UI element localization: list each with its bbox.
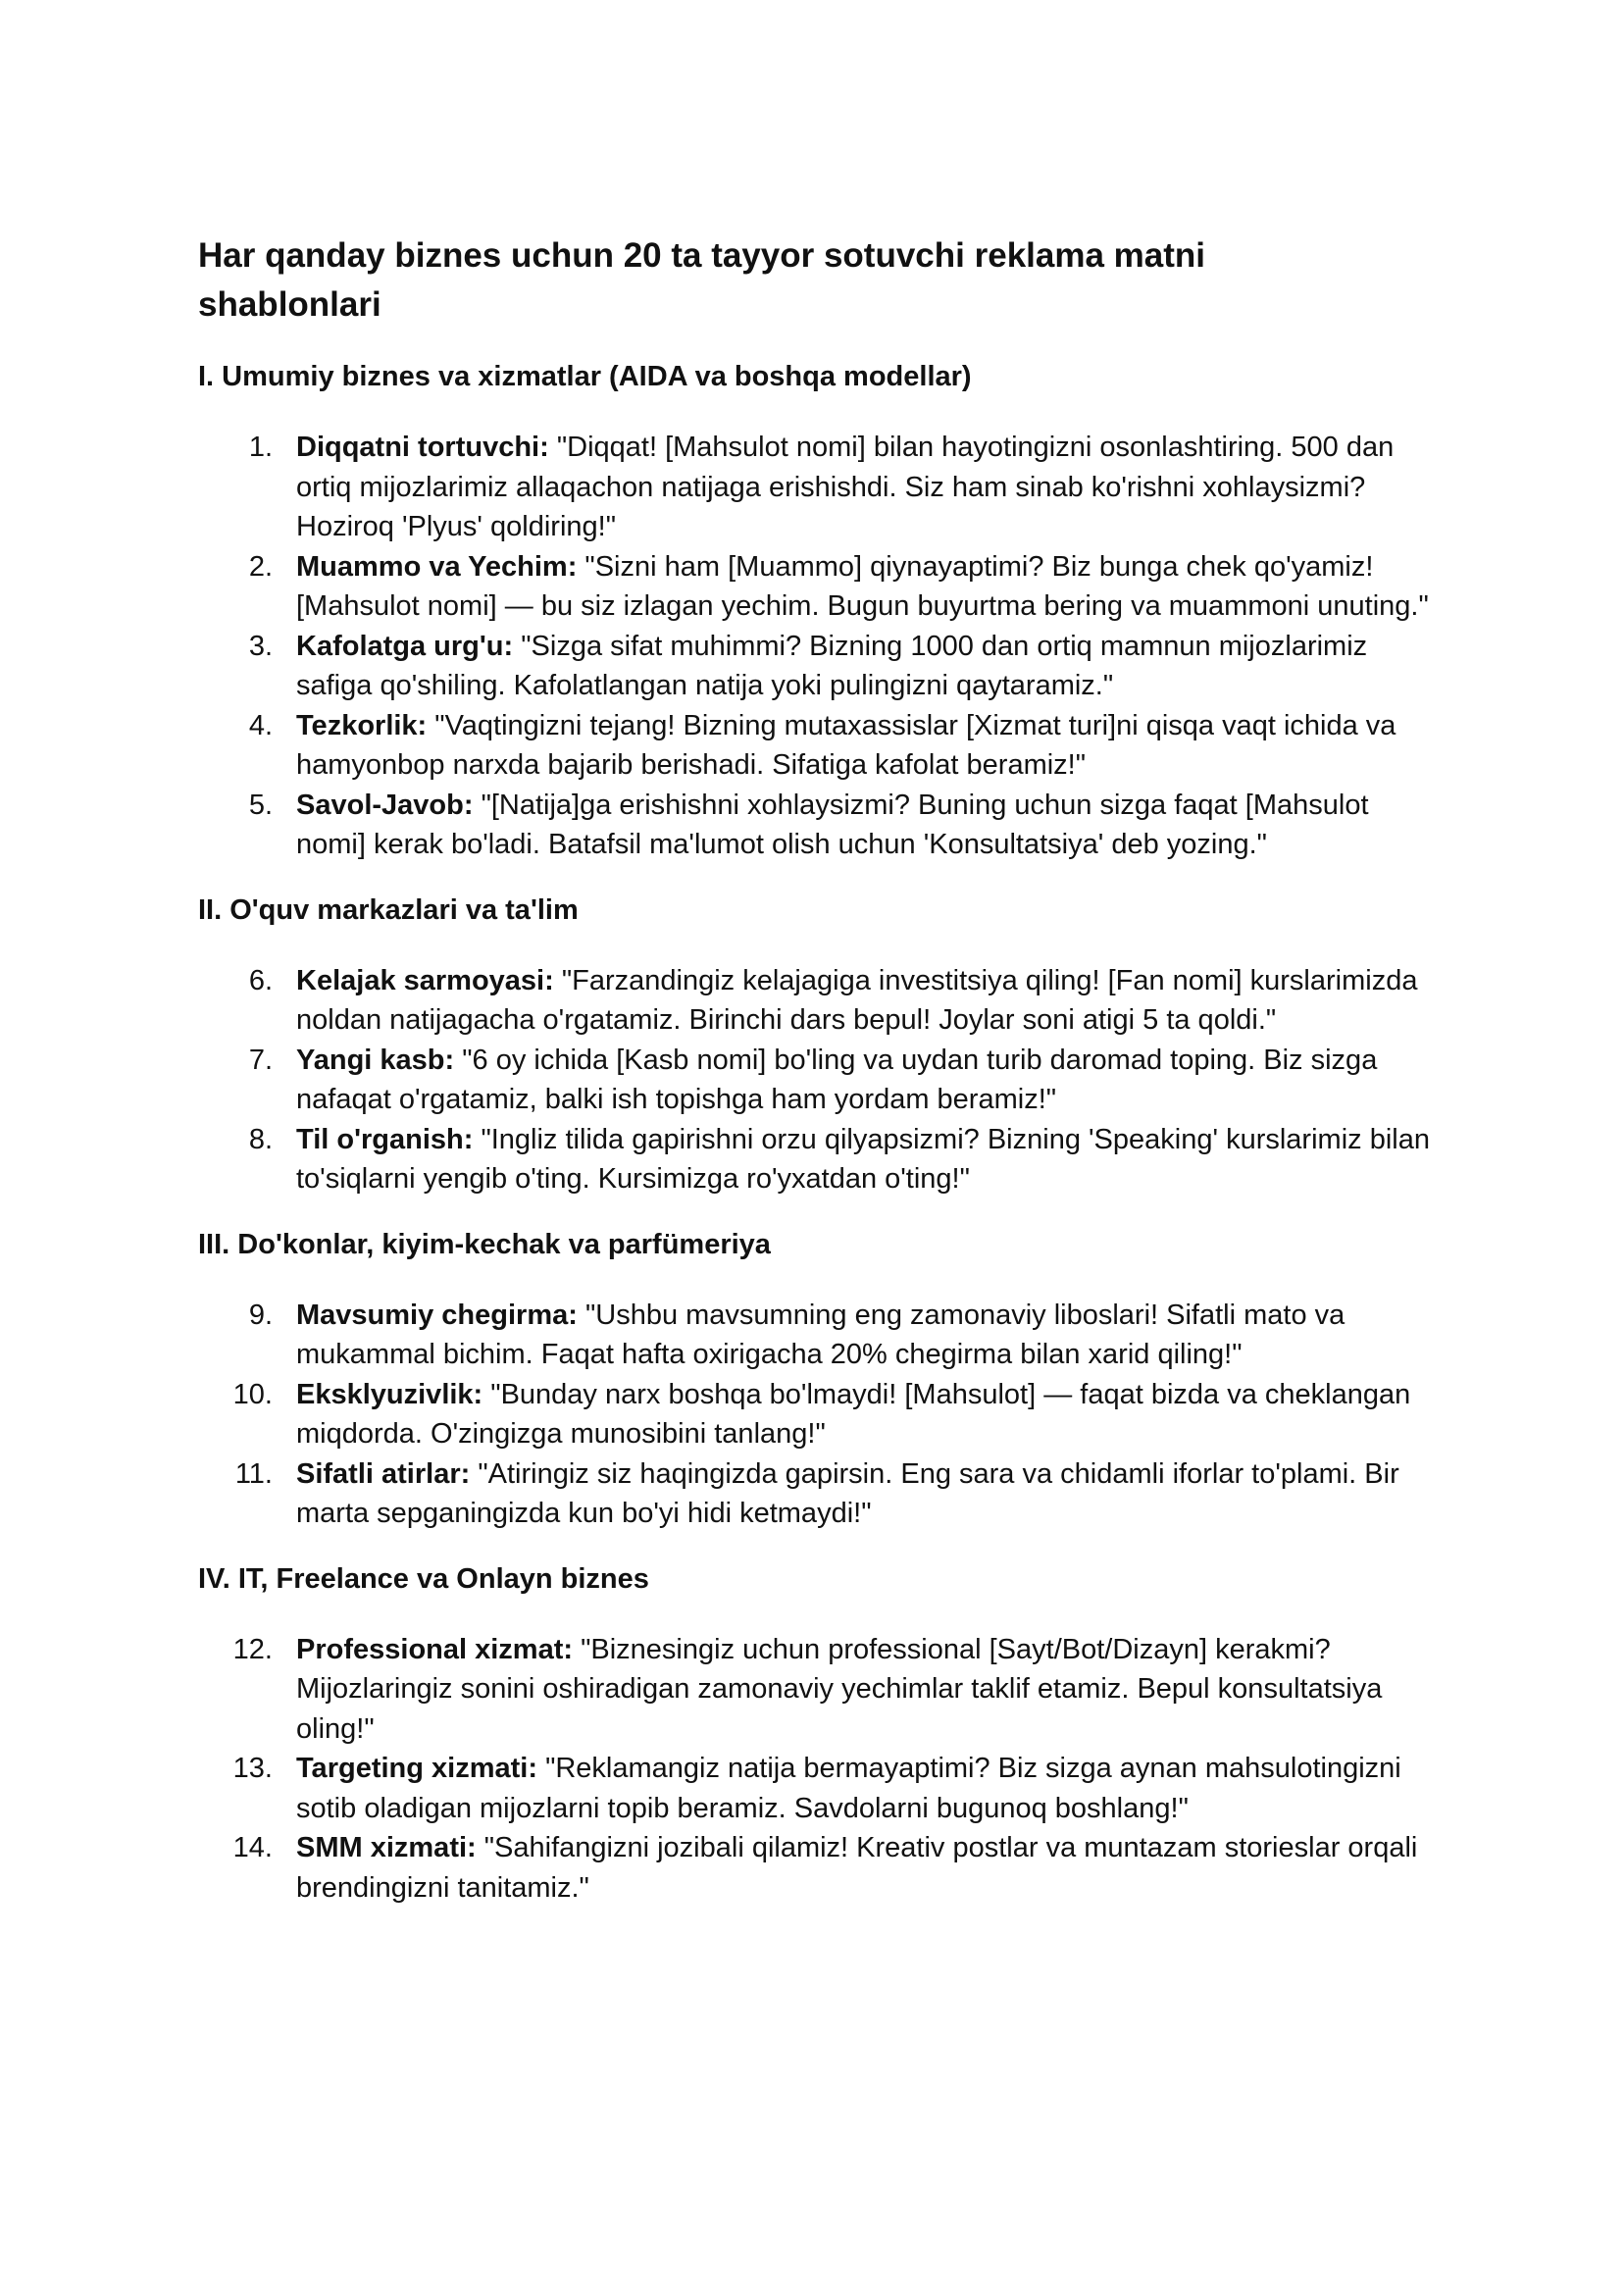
item-label: Eksklyuzivlik: <box>296 1378 483 1410</box>
item-label: Targeting xizmati: <box>296 1753 537 1784</box>
item-text: "Reklamangiz natija bermayaptimi? Biz sizga aynan mahsulotingizni sotib oladigan mijozlarni topib beramiz. Savdolarni bugunoq boshlang!" <box>296 1753 1401 1824</box>
item-text: "6 oy ichida [Kasb nomi] bo'ling va uydan turib daromad toping. Biz sizga nafaqat o'rgatamiz, balki ish topishga ham yordam beramiz!" <box>296 1044 1378 1115</box>
list-item <box>198 786 1444 865</box>
item-number: 10. <box>232 1378 273 1410</box>
item-label: Diqqatni tortuvchi: <box>296 432 549 463</box>
item-label: Muammo va Yechim: <box>296 550 578 583</box>
list-item <box>198 1630 1444 1750</box>
item-number: 6. <box>248 964 273 996</box>
item-text: "Ushbu mavsumning eng zamonaviy liboslari! Sifatli mato va mukammal bichim. Faqat hafta oxirigacha 20% chegirma bilan xarid qiling!" <box>296 1299 1345 1370</box>
item-label: Yangi kasb: <box>296 1044 455 1076</box>
item-number: 7. <box>248 1044 273 1076</box>
section <box>198 1559 1444 1909</box>
list-item <box>198 547 1444 627</box>
list-item <box>198 1828 1444 1908</box>
item-text: "Sizga sifat muhimmi? Bizning 1000 dan ortiq mamnun mijozlarimiz safiga qo'shiling. Kafolatlangan natija yoki pulingizni qaytaramiz." <box>296 630 1368 701</box>
section-heading: IV. IT, Freelance va Onlayn biznes <box>198 1562 649 1595</box>
item-text: "Ingliz tilida gapirishni orzu qilyapsizmi? Bizning 'Speaking' kurslarimiz bilan to'siqlarni yengib o'ting. Kursimizga ro'yxatdan o'ting!" <box>296 1123 1430 1195</box>
list-item <box>198 1375 1444 1454</box>
list-item <box>198 1454 1444 1534</box>
section-heading: III. Do'konlar, kiyim-kechak va parfümeriya <box>198 1228 771 1260</box>
item-text: "Bunday narx boshqa bo'lmaydi! [Mahsulot] — faqat bizda va cheklangan miqdorda. O'zingizga munosibini tanlang!" <box>296 1378 1411 1450</box>
item-text: "Atiringiz siz haqingizda gapirsin. Eng sara va chidamli iforlar to'plami. Bir marta sepganingizda kun bo'yi hidi ketmaydi!" <box>296 1457 1399 1529</box>
item-number: 2. <box>248 550 273 583</box>
template-list <box>198 961 1444 1199</box>
document-title: Har qanday biznes uchun 20 ta tayyor sotuvchi reklama matni shablonlari <box>198 236 1205 324</box>
section <box>198 891 1444 1199</box>
item-number: 14. <box>232 1832 273 1863</box>
list-item <box>198 1120 1444 1199</box>
item-number: 13. <box>232 1753 273 1784</box>
item-label: Mavsumiy chegirma: <box>296 1299 578 1331</box>
item-label: Til o'rganish: <box>296 1123 474 1155</box>
section-heading: II. O'quv markazlari va ta'lim <box>198 893 579 926</box>
section-heading: I. Umumiy biznes va xizmatlar (AIDA va boshqa modellar) <box>198 361 972 392</box>
list-item <box>198 706 1444 786</box>
item-text: "Farzandingiz kelajagiga investitsiya qiling! [Fan nomi] kurslarimizda noldan natijagacha o'rgatamiz. Birinchi dars bepul! Joylar soni atigi 5 ta qoldi." <box>296 964 1418 1036</box>
item-number: 11. <box>234 1457 273 1490</box>
item-label: Kafolatga urg'u: <box>296 630 514 662</box>
item-number: 5. <box>248 789 273 821</box>
item-number: 8. <box>248 1123 273 1155</box>
document-page <box>198 231 1444 1908</box>
item-text: "Sizni ham [Muammo] qiynayaptimi? Biz bunga chek qo'yamiz! [Mahsulot nomi] — bu siz izlagan yechim. Bugun buyurtma bering va muammoni unuting." <box>296 550 1429 622</box>
item-text: "[Natija]ga erishishni xohlaysizmi? Buning uchun sizga faqat [Mahsulot nomi] kerak bo'ladi. Batafsil ma'lumot olish uchun 'Konsultatsiya' deb yozing." <box>296 789 1369 860</box>
item-text: "Diqqat! [Mahsulot nomi] bilan hayotingizni osonlashtiring. 500 dan ortiq mijozlarimiz allaqachon natijaga erishishdi. Siz ham sinab ko'rishni xohlaysizmi? Hoziroq 'Plyus' qoldiring!" <box>296 432 1395 542</box>
item-label: Professional xizmat: <box>296 1633 574 1665</box>
item-label: Sifatli atirlar: <box>296 1457 471 1490</box>
template-list <box>198 1296 1444 1534</box>
item-number: 4. <box>248 709 273 741</box>
item-label: Savol-Javob: <box>296 789 474 821</box>
list-item <box>198 961 1444 1041</box>
item-text: "Biznesingiz uchun professional [Sayt/Bot/Dizayn] kerakmi? Mijozlaringiz sonini oshiradigan zamonaviy yechimlar taklif etamiz. Bepul konsultatsiya oling!" <box>296 1633 1383 1745</box>
section <box>198 1225 1444 1534</box>
template-list <box>198 1630 1444 1909</box>
list-item <box>198 1041 1444 1120</box>
list-item <box>198 428 1444 547</box>
item-label: Kelajak sarmoyasi: <box>296 964 554 996</box>
item-text: "Sahifangizni jozibali qilamiz! Kreativ postlar va muntazam storieslar orqali brendingizni tanitamiz." <box>296 1832 1418 1904</box>
item-text: "Vaqtingizni tejang! Bizning mutaxassislar [Xizmat turi]ni qisqa vaqt ichida va hamyonbop narxda bajarib berishadi. Sifatiga kafolat beramiz!" <box>296 709 1396 781</box>
section <box>198 357 1444 865</box>
item-number: 12. <box>232 1633 273 1665</box>
list-item <box>198 627 1444 706</box>
item-number: 3. <box>248 630 273 662</box>
list-item <box>198 1296 1444 1375</box>
template-list <box>198 428 1444 865</box>
item-label: Tezkorlik: <box>296 709 428 741</box>
list-item <box>198 1749 1444 1828</box>
item-number: 1. <box>248 432 273 463</box>
item-label: SMM xizmati: <box>296 1832 477 1863</box>
item-number: 9. <box>248 1299 273 1331</box>
